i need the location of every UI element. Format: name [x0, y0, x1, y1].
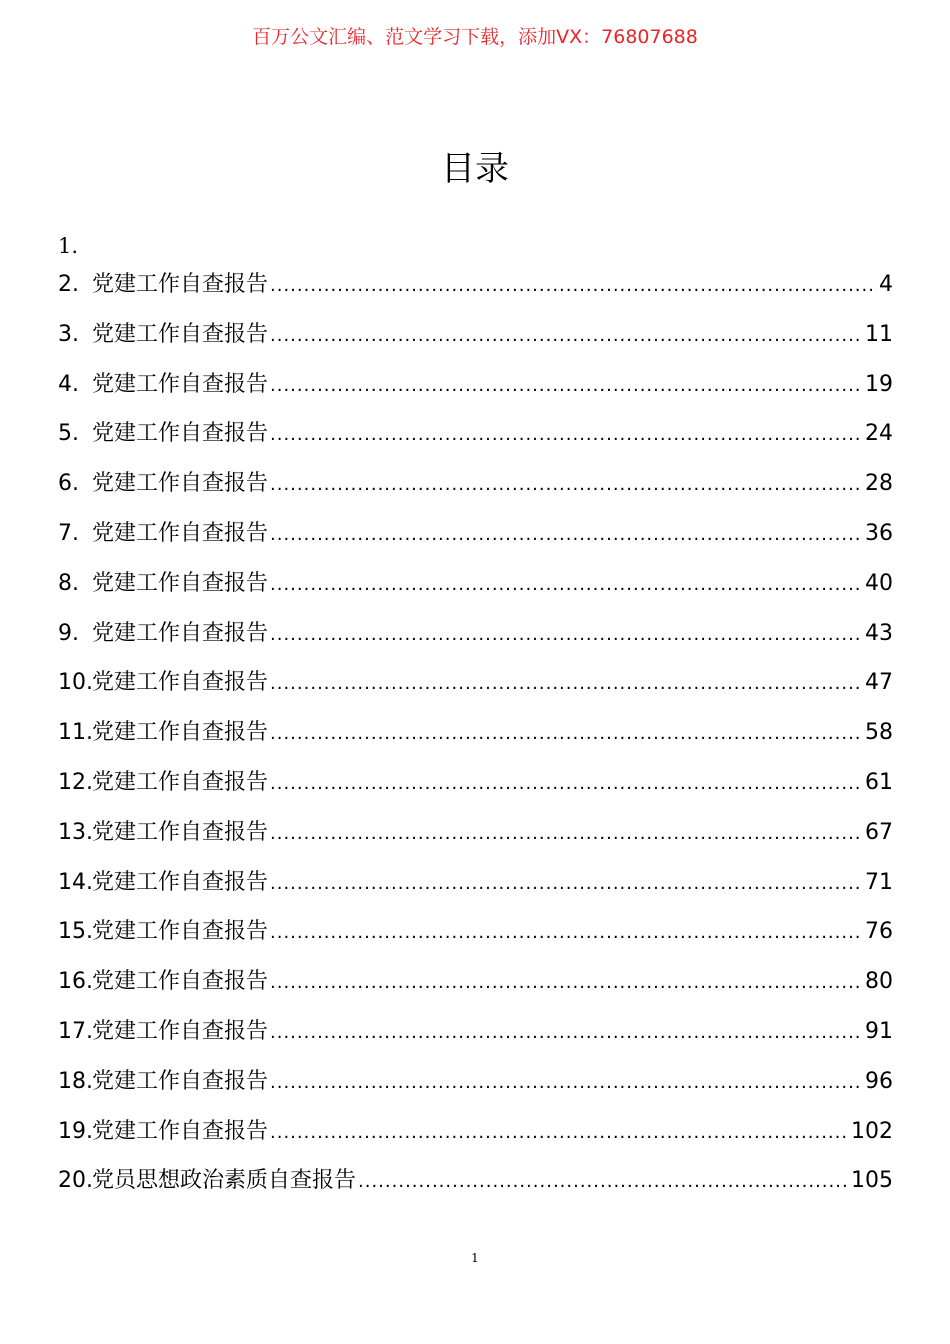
toc-item-title: 党建工作自查报告: [92, 869, 269, 895]
toc-item-title: 党建工作自查报告: [92, 471, 269, 497]
dot-leader: [270, 1067, 863, 1099]
page-title: 目录: [441, 149, 509, 189]
dot-leader: [270, 469, 863, 501]
toc-item-title: 党建工作自查报告: [92, 620, 269, 646]
dot-leader: [270, 818, 863, 850]
toc-row[interactable]: [58, 1066, 893, 1116]
dot-leader: [270, 868, 863, 900]
dot-leader: [270, 967, 863, 999]
toc-row[interactable]: [58, 767, 893, 817]
toc-page-number: 47: [865, 670, 893, 696]
toc-row[interactable]: [58, 269, 893, 319]
toc-row[interactable]: [58, 468, 893, 518]
dot-leader: [270, 569, 863, 601]
toc-page-number: 67: [865, 819, 893, 845]
toc-row[interactable]: [58, 568, 893, 618]
toc-item-number: 4.: [58, 371, 79, 397]
toc-item-1: 1.: [58, 234, 79, 258]
page-number: 1: [471, 1251, 479, 1265]
dot-leader: [270, 668, 863, 700]
toc-item-number: 5.: [58, 421, 79, 447]
toc-row[interactable]: [58, 667, 893, 717]
toc-page-number: 19: [865, 371, 893, 397]
toc-page-number: 71: [865, 869, 893, 895]
toc-row[interactable]: [58, 1165, 893, 1215]
toc-page-number: 102: [851, 1118, 893, 1144]
toc-item-title: 党建工作自查报告: [92, 769, 269, 795]
toc-page-number: 76: [865, 919, 893, 945]
toc-item-title: 党建工作自查报告: [92, 1018, 269, 1044]
toc-item-number: 17.: [58, 1018, 93, 1044]
toc-item-number: 16.: [58, 969, 93, 995]
dot-leader: [270, 320, 863, 352]
toc-row[interactable]: [58, 867, 893, 917]
toc-item-number: 12.: [58, 769, 93, 795]
dot-leader: [270, 370, 863, 402]
dot-leader: [270, 1017, 863, 1049]
toc-page-number: 11: [865, 321, 893, 347]
toc-item-title: 党建工作自查报告: [92, 720, 269, 746]
toc-page-number: 24: [865, 421, 893, 447]
toc-page-number: 58: [865, 720, 893, 746]
toc-row[interactable]: [58, 717, 893, 767]
toc-item-title: 党建工作自查报告: [92, 969, 269, 995]
toc-item-number: 14.: [58, 869, 93, 895]
toc-page-number: 36: [865, 520, 893, 546]
table-of-contents: [58, 229, 893, 1215]
dot-leader: [270, 917, 863, 949]
toc-row[interactable]: [58, 418, 893, 468]
toc-page-number: 105: [851, 1168, 893, 1194]
dot-leader: [270, 519, 863, 551]
dot-leader: [270, 768, 863, 800]
dot-leader: [270, 419, 863, 451]
toc-item-number: 20.: [58, 1168, 93, 1194]
toc-row[interactable]: [58, 319, 893, 369]
toc-item-number: 10.: [58, 670, 93, 696]
toc-item-title: 党员思想政治素质自查报告: [92, 1168, 357, 1194]
dot-leader: [270, 619, 863, 651]
toc-item-number: 9.: [58, 620, 79, 646]
toc-page-number: 91: [865, 1018, 893, 1044]
toc-item-number: 15.: [58, 919, 93, 945]
toc-row[interactable]: [58, 618, 893, 668]
toc-item-number: 19.: [58, 1118, 93, 1144]
dot-leader: [270, 718, 863, 750]
toc-item-title: 党建工作自查报告: [92, 272, 269, 297]
toc-item-number: 8.: [58, 570, 79, 596]
dot-leader: [270, 270, 877, 302]
toc-row[interactable]: [58, 916, 893, 966]
toc-page-number: 28: [865, 471, 893, 497]
toc-page-number: 96: [865, 1068, 893, 1094]
toc-item-title: 党建工作自查报告: [92, 421, 269, 447]
dot-leader: [358, 1166, 849, 1198]
toc-page-number: 80: [865, 969, 893, 995]
toc-row[interactable]: [58, 1116, 893, 1166]
toc-item-title: 党建工作自查报告: [92, 819, 269, 845]
toc-item-number: 3.: [58, 321, 79, 347]
toc-item-title: 党建工作自查报告: [92, 570, 269, 596]
toc-item-title: 党建工作自查报告: [92, 1068, 269, 1094]
toc-row[interactable]: [58, 1016, 893, 1066]
toc-item-number: 11.: [58, 720, 93, 746]
toc-row[interactable]: [58, 966, 893, 1016]
toc-item-title: 党建工作自查报告: [92, 919, 269, 945]
toc-page-number: 4: [879, 272, 893, 297]
toc-page-number: 43: [865, 620, 893, 646]
toc-item-number: 13.: [58, 819, 93, 845]
toc-row[interactable]: [58, 369, 893, 419]
toc-row[interactable]: [58, 518, 893, 568]
toc-item-number: 18.: [58, 1068, 93, 1094]
toc-item-title: 党建工作自查报告: [92, 520, 269, 546]
toc-item-number: 2.: [58, 272, 79, 297]
toc-row[interactable]: [58, 817, 893, 867]
toc-page-number: 61: [865, 769, 893, 795]
toc-item-number: 7.: [58, 520, 79, 546]
toc-page-number: 40: [865, 570, 893, 596]
toc-item-title: 党建工作自查报告: [92, 1118, 269, 1144]
toc-item-title: 党建工作自查报告: [92, 371, 269, 397]
toc-item-title: 党建工作自查报告: [92, 321, 269, 347]
toc-item-number: 6.: [58, 471, 79, 497]
toc-item-title: 党建工作自查报告: [92, 670, 269, 696]
header-note: 百万公文汇编、范文学习下载，添加VX：76807688: [252, 26, 698, 48]
dot-leader: [270, 1117, 849, 1149]
